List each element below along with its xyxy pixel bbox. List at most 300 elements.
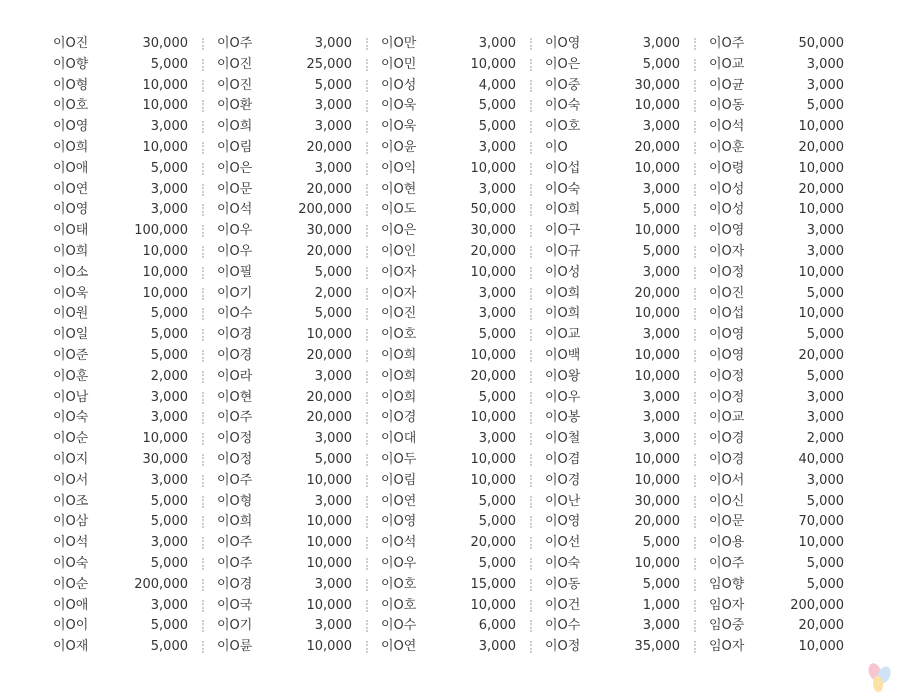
donor-name: 이O연 [381, 493, 417, 509]
donor-entry [696, 159, 860, 180]
donation-amount: 5,000 [806, 368, 844, 384]
donor-row [40, 96, 860, 117]
donor-name: 이O애 [53, 597, 89, 613]
donor-name: 이O은 [545, 56, 581, 72]
donor-entry [532, 138, 696, 159]
donor-entry [532, 492, 696, 513]
donor-name: 이O경 [381, 410, 417, 426]
donor-entry [40, 533, 204, 554]
donor-row [40, 429, 860, 450]
donor-entry [696, 367, 860, 388]
donor-name: 이O희 [381, 368, 417, 384]
donation-amount: 35,000 [634, 639, 680, 655]
donor-name: 이O영 [53, 119, 89, 135]
donor-name: 이O건 [545, 597, 581, 613]
donor-name: 이O희 [217, 119, 253, 135]
donor-name: 이O기 [217, 285, 253, 301]
donation-amount: 3,000 [150, 597, 188, 613]
donor-row [40, 263, 860, 284]
donation-amount: 30,000 [142, 451, 188, 467]
donation-amount: 5,000 [150, 618, 188, 634]
donation-amount: 3,000 [642, 410, 680, 426]
donor-name: 이O정 [709, 368, 745, 384]
donor-entry [532, 637, 696, 658]
donor-name: 이O욱 [53, 285, 89, 301]
donation-amount: 10,000 [634, 555, 680, 571]
donor-row [40, 55, 860, 76]
donor-entry [532, 554, 696, 575]
donor-name: 이O정 [709, 264, 745, 280]
donor-entry [532, 96, 696, 117]
donor-name: 이O우 [381, 555, 417, 571]
donor-entry [696, 429, 860, 450]
donation-amount: 3,000 [806, 389, 844, 405]
donor-entry [40, 221, 204, 242]
donor-entry [204, 346, 368, 367]
donor-name: 이O영 [709, 223, 745, 239]
donor-name: 이O주 [217, 410, 253, 426]
donor-name: 이O중 [545, 77, 581, 93]
donation-amount: 20,000 [470, 243, 516, 259]
donor-name: 이O재 [53, 639, 89, 655]
donation-amount: 10,000 [306, 555, 352, 571]
donation-amount: 3,000 [642, 36, 680, 51]
donor-name: 이O신 [709, 493, 745, 509]
donation-amount: 3,000 [314, 618, 352, 634]
donation-amount: 3,000 [642, 431, 680, 447]
donor-entry [368, 637, 532, 658]
donor-name: 이O경 [545, 472, 581, 488]
donor-row [40, 304, 860, 325]
donor-entry [40, 492, 204, 513]
donor-entry [368, 492, 532, 513]
donor-row [40, 200, 860, 221]
donor-entry [532, 471, 696, 492]
donor-entry [40, 242, 204, 263]
donor-name: 이O민 [381, 56, 417, 72]
donation-amount: 10,000 [142, 77, 188, 93]
donation-amount: 10,000 [470, 472, 516, 488]
donor-entry [40, 138, 204, 159]
donor-entry [204, 533, 368, 554]
donor-name: 이O필 [217, 264, 253, 280]
donor-name: 이O교 [709, 410, 745, 426]
donation-amount: 3,000 [478, 139, 516, 155]
donor-entry [40, 512, 204, 533]
donor-entry [40, 159, 204, 180]
donor-entry [368, 554, 532, 575]
donor-name: 이O경 [709, 451, 745, 467]
donor-entry [40, 55, 204, 76]
donor-name: 이O애 [53, 160, 89, 176]
donor-name: 이O륜 [217, 639, 253, 655]
donor-row [40, 284, 860, 305]
donor-name: 이O남 [53, 389, 89, 405]
donor-entry [696, 138, 860, 159]
donation-amount: 5,000 [478, 327, 516, 343]
donor-name: 이O진 [217, 77, 253, 93]
donor-entry [368, 117, 532, 138]
donor-name: 이O경 [217, 327, 253, 343]
donor-entry [696, 408, 860, 429]
donor-entry [40, 471, 204, 492]
donation-amount: 10,000 [470, 597, 516, 613]
donation-amount: 3,000 [642, 264, 680, 280]
donation-amount: 10,000 [634, 223, 680, 239]
donor-entry [696, 96, 860, 117]
donor-entry [40, 596, 204, 617]
donation-amount: 10,000 [470, 264, 516, 280]
donor-name: 이O현 [381, 181, 417, 197]
donation-amount: 10,000 [470, 451, 516, 467]
donor-entry [204, 55, 368, 76]
donor-name: 임O자 [709, 639, 745, 655]
donor-row [40, 346, 860, 367]
donor-entry [204, 117, 368, 138]
donation-amount: 3,000 [806, 56, 844, 72]
donor-entry [696, 471, 860, 492]
donor-name: 이O영 [709, 347, 745, 363]
donor-name: 이O일 [53, 327, 89, 343]
donor-entry [696, 76, 860, 97]
donor-name: 이O성 [381, 77, 417, 93]
donation-amount: 3,000 [806, 223, 844, 239]
donor-entry [532, 221, 696, 242]
donor-name: 이O선 [545, 535, 581, 551]
donor-name: 이O지 [53, 451, 89, 467]
donor-entry [532, 159, 696, 180]
donor-name: 이O경 [217, 576, 253, 592]
donor-name: 이O두 [381, 451, 417, 467]
donor-name: 이O철 [545, 431, 581, 447]
donor-name: 이O교 [709, 56, 745, 72]
donor-entry [204, 429, 368, 450]
donation-amount: 3,000 [478, 36, 516, 51]
donor-entry [368, 221, 532, 242]
donation-amount: 5,000 [150, 514, 188, 530]
donor-row [40, 471, 860, 492]
donor-entry [204, 180, 368, 201]
donor-entry [368, 96, 532, 117]
donation-amount: 70,000 [798, 514, 844, 530]
donor-entry [40, 388, 204, 409]
donor-entry [368, 76, 532, 97]
donor-name: 이O주 [217, 472, 253, 488]
donor-row [40, 117, 860, 138]
donor-entry [532, 596, 696, 617]
donor-name: 이O원 [53, 306, 89, 322]
donor-entry [696, 304, 860, 325]
donation-amount: 1,000 [642, 597, 680, 613]
donor-entry [368, 34, 532, 55]
donor-row [40, 575, 860, 596]
donor-name: 이O호 [381, 576, 417, 592]
donor-name: 이O호 [381, 597, 417, 613]
donation-amount: 10,000 [634, 160, 680, 176]
donor-name: 이O진 [53, 36, 89, 51]
donor-entry [40, 325, 204, 346]
donation-amount: 6,000 [478, 618, 516, 634]
donor-name: 이O윤 [381, 139, 417, 155]
donation-amount: 3,000 [150, 119, 188, 135]
donor-list [40, 34, 860, 658]
donor-entry [40, 616, 204, 637]
donor-name: 이O주 [217, 535, 253, 551]
donation-amount: 5,000 [150, 56, 188, 72]
donor-entry [696, 221, 860, 242]
donor-entry [368, 616, 532, 637]
donor-row [40, 34, 860, 55]
donor-entry [696, 346, 860, 367]
donor-name: 이O동 [709, 98, 745, 114]
donation-amount: 10,000 [306, 535, 352, 551]
donor-name: 이O수 [381, 618, 417, 634]
donor-entry [532, 284, 696, 305]
donation-amount: 4,000 [478, 77, 516, 93]
donor-entry [532, 242, 696, 263]
donor-name: 이O섭 [545, 160, 581, 176]
donor-entry [696, 554, 860, 575]
donor-name: 이O훈 [709, 139, 745, 155]
donation-amount: 20,000 [306, 410, 352, 426]
donation-amount: 10,000 [306, 472, 352, 488]
donor-row [40, 492, 860, 513]
donation-amount: 10,000 [798, 639, 844, 655]
donor-name: 이O익 [381, 160, 417, 176]
donor-name: 이O정 [217, 451, 253, 467]
donation-amount: 10,000 [634, 98, 680, 114]
donor-name: 이O희 [545, 306, 581, 322]
donation-amount: 3,000 [642, 327, 680, 343]
donor-entry [40, 367, 204, 388]
donor-name: 이O도 [381, 202, 417, 218]
donor-entry [696, 492, 860, 513]
donor-name: 이O겸 [545, 451, 581, 467]
donor-name: 이O균 [709, 77, 745, 93]
donor-name: 이O호 [53, 98, 89, 114]
donor-entry [532, 117, 696, 138]
donor-name: 이O규 [545, 243, 581, 259]
donor-entry [40, 76, 204, 97]
donation-amount: 3,000 [806, 472, 844, 488]
donor-entry [696, 450, 860, 471]
donor-name: 이O연 [381, 639, 417, 655]
donor-name: 이O숙 [545, 555, 581, 571]
donor-entry [532, 346, 696, 367]
donation-amount: 10,000 [142, 264, 188, 280]
donor-name: 이O영 [709, 327, 745, 343]
donor-entry [532, 429, 696, 450]
donor-name: 이O현 [217, 389, 253, 405]
donation-amount: 200,000 [134, 576, 188, 592]
donor-name: 이O서 [709, 472, 745, 488]
donor-row [40, 554, 860, 575]
donation-amount: 5,000 [150, 555, 188, 571]
donor-entry [204, 554, 368, 575]
donor-entry [204, 325, 368, 346]
donor-name: 이O희 [545, 285, 581, 301]
donor-entry [368, 533, 532, 554]
donation-amount: 30,000 [634, 77, 680, 93]
donation-amount: 3,000 [150, 181, 188, 197]
donor-entry [204, 263, 368, 284]
donor-name: 이O용 [709, 535, 745, 551]
donation-amount: 2,000 [314, 285, 352, 301]
donor-entry [696, 512, 860, 533]
donor-entry [204, 159, 368, 180]
donation-amount: 10,000 [798, 160, 844, 176]
donor-entry [696, 242, 860, 263]
donor-name: 이O주 [709, 555, 745, 571]
donation-amount: 5,000 [150, 347, 188, 363]
donor-name: 이O섭 [709, 306, 745, 322]
donor-entry [696, 34, 860, 55]
donation-amount: 100,000 [134, 223, 188, 239]
donation-amount: 5,000 [478, 555, 516, 571]
donation-amount: 3,000 [478, 431, 516, 447]
donor-name: 이O호 [545, 119, 581, 135]
donor-name: 이O희 [381, 389, 417, 405]
donor-entry [204, 637, 368, 658]
donation-amount: 5,000 [806, 493, 844, 509]
donation-amount: 30,000 [470, 223, 516, 239]
donation-amount: 5,000 [806, 285, 844, 301]
donation-amount: 3,000 [314, 493, 352, 509]
donor-name: 이O희 [53, 139, 89, 155]
donor-entry [204, 221, 368, 242]
donation-amount: 5,000 [314, 264, 352, 280]
donor-name: 이O석 [53, 535, 89, 551]
donor-entry [204, 596, 368, 617]
donation-amount: 2,000 [150, 368, 188, 384]
donor-name: 이O령 [709, 160, 745, 176]
donation-amount: 200,000 [298, 202, 352, 218]
donation-amount: 3,000 [150, 202, 188, 218]
donor-entry [696, 180, 860, 201]
donation-amount: 10,000 [798, 202, 844, 218]
donation-amount: 3,000 [806, 410, 844, 426]
donation-amount: 5,000 [150, 160, 188, 176]
donor-name: 이O숙 [545, 181, 581, 197]
donation-amount: 10,000 [798, 306, 844, 322]
donation-amount: 3,000 [642, 119, 680, 135]
donor-name: 이O훈 [53, 368, 89, 384]
donor-entry [204, 367, 368, 388]
donation-amount: 50,000 [798, 36, 844, 51]
donor-entry [204, 200, 368, 221]
donor-entry [40, 96, 204, 117]
donor-name: 이O희 [217, 514, 253, 530]
donor-name: 이O림 [381, 472, 417, 488]
donor-entry [532, 408, 696, 429]
donor-row [40, 596, 860, 617]
donor-entry [368, 159, 532, 180]
donor-entry [204, 76, 368, 97]
donation-amount: 10,000 [470, 160, 516, 176]
donation-amount: 50,000 [470, 202, 516, 218]
donation-amount: 20,000 [798, 181, 844, 197]
donor-entry [204, 304, 368, 325]
donor-entry [40, 117, 204, 138]
donor-entry [40, 346, 204, 367]
donation-amount: 10,000 [798, 264, 844, 280]
donation-amount: 3,000 [150, 472, 188, 488]
donor-name: 이O봉 [545, 410, 581, 426]
donation-amount: 3,000 [478, 639, 516, 655]
donor-entry [696, 117, 860, 138]
donor-name: 임O향 [709, 576, 745, 592]
donor-entry [40, 263, 204, 284]
donation-amount: 3,000 [314, 98, 352, 114]
donation-amount: 30,000 [306, 223, 352, 239]
donor-name: 이O숙 [53, 410, 89, 426]
donation-amount: 5,000 [150, 306, 188, 322]
donor-name: 이O호 [381, 327, 417, 343]
donor-name: 이O자 [709, 243, 745, 259]
donor-entry [204, 512, 368, 533]
donor-entry [532, 55, 696, 76]
donor-entry [204, 408, 368, 429]
donation-amount: 15,000 [470, 576, 516, 592]
donor-name: 이O영 [545, 36, 581, 51]
donation-amount: 10,000 [306, 597, 352, 613]
donation-amount: 20,000 [470, 535, 516, 551]
donor-entry [532, 512, 696, 533]
donor-entry [368, 596, 532, 617]
donation-amount: 20,000 [634, 514, 680, 530]
donation-amount: 20,000 [306, 389, 352, 405]
donor-name: 이O서 [53, 472, 89, 488]
donation-amount: 3,000 [478, 285, 516, 301]
donation-amount: 3,000 [314, 431, 352, 447]
donor-entry [40, 554, 204, 575]
donor-name: 이O정 [709, 389, 745, 405]
donation-amount: 5,000 [478, 514, 516, 530]
donation-amount: 20,000 [306, 347, 352, 363]
donation-amount: 5,000 [150, 493, 188, 509]
donor-name: 이O조 [53, 493, 89, 509]
donor-entry [204, 284, 368, 305]
donor-entry [696, 325, 860, 346]
donor-name: 이O라 [217, 368, 253, 384]
donor-entry [368, 263, 532, 284]
donor-entry [368, 200, 532, 221]
donor-name: 이O형 [53, 77, 89, 93]
donor-entry [40, 200, 204, 221]
donation-amount: 10,000 [634, 306, 680, 322]
donation-amount: 3,000 [314, 160, 352, 176]
donor-entry [532, 325, 696, 346]
donor-row [40, 533, 860, 554]
donor-name: 이O성 [709, 202, 745, 218]
donor-entry [204, 492, 368, 513]
donation-amount: 5,000 [642, 576, 680, 592]
donor-row [40, 637, 860, 658]
donor-row [40, 76, 860, 97]
donation-amount: 3,000 [642, 181, 680, 197]
donor-row [40, 450, 860, 471]
donation-amount: 10,000 [634, 451, 680, 467]
donor-entry [204, 242, 368, 263]
donor-entry [40, 34, 204, 55]
donation-amount: 20,000 [634, 285, 680, 301]
donor-name: 이O순 [53, 576, 89, 592]
donor-entry [204, 450, 368, 471]
donation-amount: 10,000 [142, 98, 188, 114]
donation-amount: 5,000 [478, 119, 516, 135]
donor-entry [40, 180, 204, 201]
donation-amount: 10,000 [634, 347, 680, 363]
